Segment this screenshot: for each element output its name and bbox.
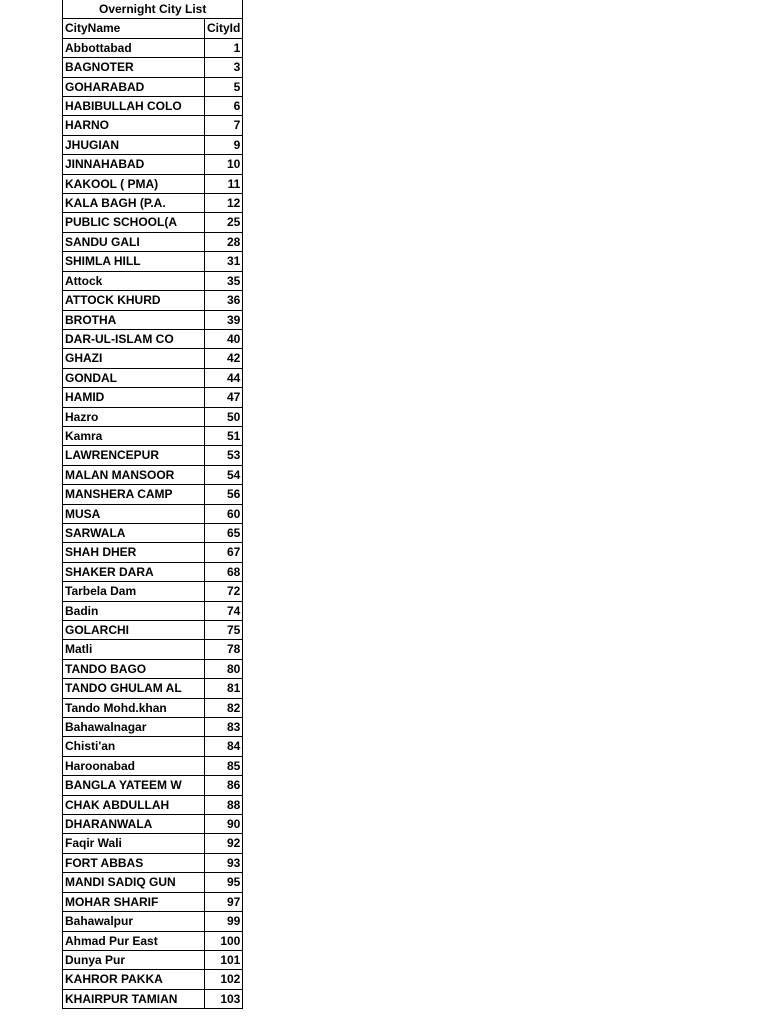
city-name-cell[interactable]: ATTOCK KHURD [63,291,205,310]
city-name-cell[interactable]: GHAZI [63,349,205,368]
table-row [63,329,243,348]
city-id-cell[interactable]: 12 [205,194,243,213]
city-name-cell[interactable]: HARNO [63,116,205,135]
city-id-cell[interactable]: 90 [205,815,243,834]
header-row [63,19,243,38]
city-name-cell[interactable]: Badin [63,601,205,620]
city-id-cell[interactable]: 102 [205,970,243,989]
city-name-cell[interactable]: HABIBULLAH COLO [63,97,205,116]
city-id-cell[interactable]: 97 [205,892,243,911]
city-name-cell[interactable]: KAKOOL ( PMA) [63,174,205,193]
city-name-cell[interactable]: MALAN MANSOOR [63,465,205,484]
table-row [63,485,243,504]
table-row [63,621,243,640]
city-name-cell[interactable]: Kamra [63,426,205,445]
city-name-cell[interactable]: SHAKER DARA [63,562,205,581]
city-name-cell[interactable]: Hazro [63,407,205,426]
table-row [63,562,243,581]
city-name-cell[interactable]: Dunya Pur [63,950,205,969]
table-row [63,38,243,57]
table-row [63,795,243,814]
table-row [63,776,243,795]
city-name-cell[interactable]: Abbottabad [63,38,205,57]
table-row [63,271,243,290]
city-id-cell[interactable]: 9 [205,135,243,154]
city-id-cell[interactable]: 42 [205,349,243,368]
table-row [63,291,243,310]
city-id-cell[interactable]: 100 [205,931,243,950]
city-name-cell[interactable]: Ahmad Pur East [63,931,205,950]
city-list-table [62,0,243,1009]
city-name-cell[interactable]: MANDI SADIQ GUN [63,873,205,892]
city-id-cell[interactable]: 7 [205,116,243,135]
table-row [63,97,243,116]
city-id-cell[interactable]: 36 [205,291,243,310]
table-row [63,368,243,387]
city-id-cell[interactable]: 81 [205,679,243,698]
city-id-cell[interactable]: 78 [205,640,243,659]
table-row [63,232,243,251]
table-row [63,252,243,271]
table-row [63,523,243,542]
city-name-cell[interactable]: GOHARABAD [63,77,205,96]
city-id-cell[interactable]: 60 [205,504,243,523]
table-row [63,116,243,135]
city-name-cell[interactable]: SARWALA [63,523,205,542]
city-name-cell[interactable]: HAMID [63,388,205,407]
column-header-cityid[interactable]: CityId [205,19,243,38]
city-name-cell[interactable]: SANDU GALI [63,232,205,251]
table-row [63,213,243,232]
city-name-cell[interactable]: GOLARCHI [63,621,205,640]
table-row [63,58,243,77]
city-name-cell[interactable]: KAHROR PAKKA [63,970,205,989]
city-name-cell[interactable]: Bahawalpur [63,912,205,931]
city-id-cell[interactable]: 47 [205,388,243,407]
city-name-cell[interactable]: Tarbela Dam [63,582,205,601]
city-name-cell[interactable]: Tando Mohd.khan [63,698,205,717]
city-id-cell[interactable]: 1 [205,38,243,57]
table-row [63,465,243,484]
table-row [63,77,243,96]
city-id-cell[interactable]: 40 [205,329,243,348]
city-id-cell[interactable]: 74 [205,601,243,620]
city-id-cell[interactable]: 84 [205,737,243,756]
city-name-cell[interactable]: LAWRENCEPUR [63,446,205,465]
table-row [63,349,243,368]
city-name-cell[interactable]: SHIMLA HILL [63,252,205,271]
city-id-cell[interactable]: 88 [205,795,243,814]
city-id-cell[interactable]: 25 [205,213,243,232]
table-row [63,873,243,892]
city-id-cell[interactable]: 68 [205,562,243,581]
city-name-cell[interactable]: DHARANWALA [63,815,205,834]
city-name-cell[interactable]: SHAH DHER [63,543,205,562]
table-title[interactable]: Overnight City List [63,0,243,19]
city-id-cell[interactable]: 80 [205,659,243,678]
city-id-cell[interactable]: 83 [205,718,243,737]
city-id-cell[interactable]: 56 [205,485,243,504]
city-id-cell[interactable]: 86 [205,776,243,795]
table-row [63,950,243,969]
city-name-cell[interactable]: JINNAHABAD [63,155,205,174]
city-id-cell[interactable]: 35 [205,271,243,290]
table-row [63,407,243,426]
table-row [63,698,243,717]
city-name-cell[interactable]: BANGLA YATEEM W [63,776,205,795]
table-body [63,38,243,1008]
table-row [63,388,243,407]
city-name-cell[interactable]: CHAK ABDULLAH [63,795,205,814]
city-id-cell[interactable]: 85 [205,756,243,775]
city-name-cell[interactable]: JHUGIAN [63,135,205,154]
city-name-cell[interactable]: MOHAR SHARIF [63,892,205,911]
table-row [63,174,243,193]
city-id-cell[interactable]: 28 [205,232,243,251]
city-id-cell[interactable]: 99 [205,912,243,931]
table-row [63,912,243,931]
city-name-cell[interactable]: Faqir Wali [63,834,205,853]
city-id-cell[interactable]: 82 [205,698,243,717]
table-row [63,543,243,562]
table-row [63,135,243,154]
city-id-cell[interactable]: 101 [205,950,243,969]
table-row [63,718,243,737]
city-name-cell[interactable]: MANSHERA CAMP [63,485,205,504]
city-id-cell[interactable]: 103 [205,989,243,1008]
table-row [63,892,243,911]
city-name-cell[interactable]: MUSA [63,504,205,523]
city-id-cell[interactable]: 92 [205,834,243,853]
city-id-cell[interactable]: 11 [205,174,243,193]
table-row [63,737,243,756]
city-name-cell[interactable]: BROTHA [63,310,205,329]
table-row [63,601,243,620]
city-name-cell[interactable]: Matli [63,640,205,659]
city-name-cell[interactable]: KHAIRPUR TAMIAN [63,989,205,1008]
title-row [63,0,243,19]
city-name-cell[interactable]: Chisti'an [63,737,205,756]
city-name-cell[interactable]: Haroonabad [63,756,205,775]
city-name-cell[interactable]: PUBLIC SCHOOL(A [63,213,205,232]
city-id-cell[interactable]: 95 [205,873,243,892]
city-id-cell[interactable]: 6 [205,97,243,116]
table-row [63,504,243,523]
table-row [63,756,243,775]
city-name-cell[interactable]: BAGNOTER [63,58,205,77]
table-row [63,679,243,698]
city-id-cell[interactable]: 93 [205,853,243,872]
city-name-cell[interactable]: Bahawalnagar [63,718,205,737]
city-name-cell[interactable]: TANDO BAGO [63,659,205,678]
city-name-cell[interactable]: TANDO GHULAM AL [63,679,205,698]
table-row [63,834,243,853]
table-row [63,853,243,872]
city-id-cell[interactable]: 51 [205,426,243,445]
table-row [63,640,243,659]
city-name-cell[interactable]: FORT ABBAS [63,853,205,872]
table-row [63,989,243,1008]
table-row [63,582,243,601]
city-id-cell[interactable]: 72 [205,582,243,601]
city-id-cell[interactable]: 5 [205,77,243,96]
table-row [63,931,243,950]
city-id-cell[interactable]: 54 [205,465,243,484]
table-row [63,194,243,213]
column-header-cityname[interactable]: CityName [63,19,205,38]
city-name-cell[interactable]: DAR-UL-ISLAM CO [63,329,205,348]
table-row [63,659,243,678]
table-row [63,815,243,834]
city-id-cell[interactable]: 67 [205,543,243,562]
city-name-cell[interactable]: KALA BAGH (P.A. [63,194,205,213]
city-id-cell[interactable]: 75 [205,621,243,640]
city-id-cell[interactable]: 3 [205,58,243,77]
table-row [63,426,243,445]
city-name-cell[interactable]: Attock [63,271,205,290]
table-row [63,310,243,329]
city-id-cell[interactable]: 53 [205,446,243,465]
city-id-cell[interactable]: 44 [205,368,243,387]
table-row [63,155,243,174]
city-id-cell[interactable]: 39 [205,310,243,329]
city-id-cell[interactable]: 50 [205,407,243,426]
city-id-cell[interactable]: 31 [205,252,243,271]
city-id-cell[interactable]: 10 [205,155,243,174]
table-row [63,970,243,989]
city-name-cell[interactable]: GONDAL [63,368,205,387]
table-row [63,446,243,465]
city-id-cell[interactable]: 65 [205,523,243,542]
